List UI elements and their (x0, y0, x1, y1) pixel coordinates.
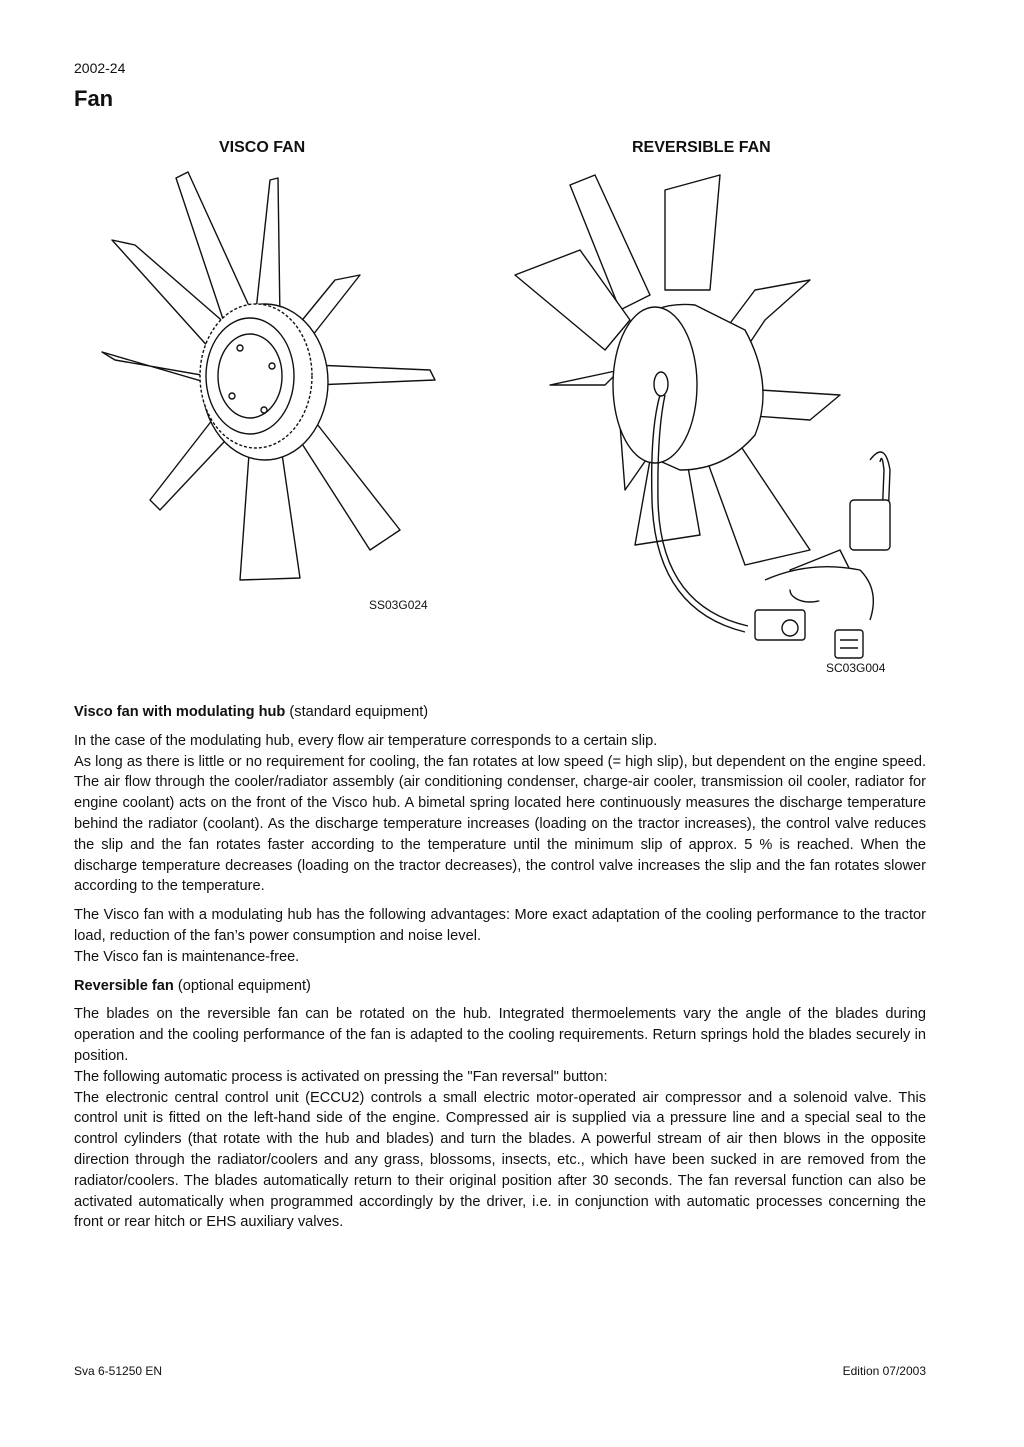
paragraph (74, 731, 926, 897)
section-title: Reversible fan (74, 977, 174, 994)
paragraph-line: The electronic central control unit (ECCU2) controls a small electric motor-operated air compressor and a solenoid valve. This control unit is fitted on the left-hand side of the engine. Compressed air is supplied via a pressure line and a special seal to the control cylinders (that rotate with the hub and blades) and turn the blades. A powerful stream of air then blows in the opposite direction through the radiator/coolers and any grass, blossoms, insects, etc., which have been sucked in are removed from the radiator/coolers. The blades automatically return to their original position after 30 seconds. The fan reversal function can also be activated automatically when programmed accordingly by the driver, i.e. in conjunction with automatic processes concerning the front or rear hitch or EHS auxiliary valves. (74, 1089, 926, 1231)
reversible-fan-illustration (510, 170, 920, 660)
reversible-fan-heading: REVERSIBLE FAN (632, 139, 771, 156)
section-title: Visco fan with modulating hub (74, 704, 286, 720)
section-note: (optional equipment) (177, 977, 311, 994)
footer-document-id: Sva 6-51250 EN (74, 1364, 163, 1378)
page-title: Fan (74, 86, 114, 111)
footer-edition: Edition 07/2003 (842, 1364, 926, 1378)
visco-fan-illustration (90, 170, 450, 600)
reversible-fan-figure-code: SC03G004 (826, 661, 886, 675)
document-code: 2002-24 (74, 60, 126, 76)
visco-fan-heading: VISCO FAN (219, 139, 306, 156)
paragraph-line: The Visco fan is maintenance-free. (74, 948, 300, 965)
section-heading-reversible (74, 976, 926, 997)
body-text (74, 702, 926, 1241)
paragraph-line: The Visco fan with a modulating hub has the following advantages: More exact adaptation of the cooling performance to the tractor load, reduction of the fan’s power consumption and noise level. (74, 907, 926, 944)
paragraph (74, 1004, 926, 1233)
visco-fan-figure-code: SS03G024 (369, 598, 428, 612)
paragraph-line: In the case of the modulating hub, every flow air temperature corresponds to a certain slip. (74, 732, 658, 749)
paragraph-line: The following automatic process is activated on pressing the "Fan reversal" button: (74, 1068, 608, 1085)
reversible-fan-hub (613, 304, 763, 470)
visco-fan-hub (200, 304, 328, 460)
paragraph (74, 905, 926, 967)
paragraph-line: As long as there is little or no requirement for cooling, the fan rotates at low speed (= high slip), but dependent on the engine speed. The air flow through the cooler/radiator assembly (air conditioning condenser, charge-air cooler, transmission oil cooler, radiator for engine coolant) acts on the front of the Visco hub. A bimetal spring located here continuously measures the discharge temperature behind the radiator (coolant). As the discharge temperature increases (loading on the tractor increases), the control valve reduces the slip and the fan rotates faster according to the temperature until the minimum slip of approx. 5 % is reached. When the discharge temperature decreases (loading on the tractor decreases), the control valve increases the slip and the fan rotates slower according to the temperature. (74, 753, 926, 895)
paragraph-line: The blades on the reversible fan can be rotated on the hub. Integrated thermoelements vary the angle of the blades during operation and the cooling performance of the fan is adapted to the cooling requirements. Return springs hold the blades securely in position. (74, 1006, 926, 1064)
section-note: (standard equipment) (289, 704, 429, 720)
section-heading-visco (74, 702, 926, 723)
